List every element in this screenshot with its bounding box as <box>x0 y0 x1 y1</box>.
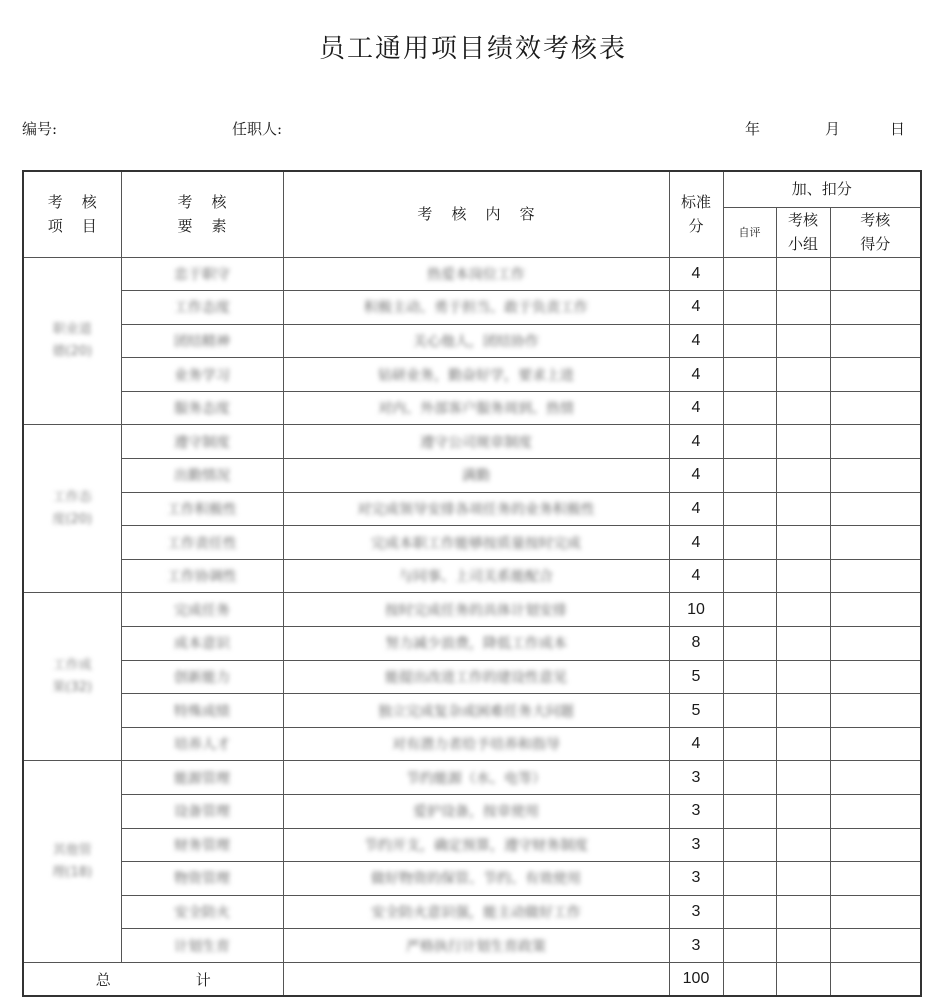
total-team-eval-cell[interactable] <box>776 962 830 996</box>
element-cell: 工作责任性 <box>121 526 283 560</box>
team-eval-cell[interactable] <box>776 459 830 493</box>
self-eval-cell[interactable] <box>723 291 776 325</box>
final-score-cell[interactable] <box>830 828 921 862</box>
content-cell: 完成本职工作能够按质量按时完成 <box>283 526 669 560</box>
table-row <box>23 694 921 728</box>
element-cell: 服务态度 <box>121 391 283 425</box>
final-score-cell[interactable] <box>830 459 921 493</box>
table-row <box>23 324 921 358</box>
standard-score-cell: 3 <box>669 895 723 929</box>
standard-score-cell: 3 <box>669 761 723 795</box>
element-cell: 业务学习 <box>121 358 283 392</box>
team-eval-cell[interactable] <box>776 929 830 963</box>
element-cell: 完成任务 <box>121 593 283 627</box>
team-eval-cell[interactable] <box>776 862 830 896</box>
group-label: 其他管理(18) <box>52 842 93 880</box>
content-cell: 对完成领导安排各项任务的业务积极性 <box>283 492 669 526</box>
content-cell: 能提出改进工作的建设性意见 <box>283 660 669 694</box>
element-cell: 计划生育 <box>121 929 283 963</box>
standard-score-cell: 4 <box>669 459 723 493</box>
element-cell: 工作态度 <box>121 291 283 325</box>
team-eval-cell[interactable] <box>776 391 830 425</box>
group-label: 工作成果(32) <box>52 657 93 695</box>
content-cell: 对内、外部客户服务周到、热情 <box>283 391 669 425</box>
table-row <box>23 895 921 929</box>
standard-score-cell: 4 <box>669 324 723 358</box>
element-cell: 特殊成绩 <box>121 694 283 728</box>
self-eval-cell[interactable] <box>723 425 776 459</box>
team-eval-cell[interactable] <box>776 727 830 761</box>
content-cell: 爱护设备，按章使用 <box>283 795 669 829</box>
final-score-cell[interactable] <box>830 559 921 593</box>
team-eval-cell[interactable] <box>776 627 830 661</box>
standard-score-cell: 3 <box>669 828 723 862</box>
table-row <box>23 257 921 291</box>
self-eval-cell[interactable] <box>723 828 776 862</box>
standard-score-cell: 10 <box>669 593 723 627</box>
final-score-cell[interactable] <box>830 761 921 795</box>
final-score-cell[interactable] <box>830 526 921 560</box>
element-cell: 遵守制度 <box>121 425 283 459</box>
final-score-cell[interactable] <box>830 795 921 829</box>
header-team <box>776 207 830 257</box>
team-eval-cell[interactable] <box>776 828 830 862</box>
standard-score-cell: 4 <box>669 559 723 593</box>
standard-score-cell: 4 <box>669 425 723 459</box>
team-eval-cell[interactable] <box>776 559 830 593</box>
header-project-bottom: 项 目 <box>47 217 97 236</box>
final-score-cell[interactable] <box>830 929 921 963</box>
group-label-cell <box>23 761 121 963</box>
self-eval-cell[interactable] <box>723 795 776 829</box>
team-eval-cell[interactable] <box>776 291 830 325</box>
content-cell: 与同事、上司关系能配合 <box>283 559 669 593</box>
total-self-eval-cell[interactable] <box>723 962 776 996</box>
element-cell: 工作协调性 <box>121 559 283 593</box>
team-eval-cell[interactable] <box>776 257 830 291</box>
table-row <box>23 391 921 425</box>
content-cell: 对有潜力者给予培养和指导 <box>283 727 669 761</box>
table-row <box>23 492 921 526</box>
element-cell: 成本意识 <box>121 627 283 661</box>
content-cell: 严格执行计划生育政策 <box>283 929 669 963</box>
header-final <box>830 207 921 257</box>
standard-score-cell: 4 <box>669 727 723 761</box>
standard-score-cell: 4 <box>669 291 723 325</box>
self-eval-cell[interactable] <box>723 761 776 795</box>
element-cell: 创新能力 <box>121 660 283 694</box>
content-cell: 关心他人，团结协作 <box>283 324 669 358</box>
total-final-score-cell[interactable] <box>830 962 921 996</box>
final-score-cell[interactable] <box>830 358 921 392</box>
content-cell: 钻研业务，勤奋好学，要求上进 <box>283 358 669 392</box>
total-content-cell <box>283 962 669 996</box>
header-standard-top: 标准 <box>680 193 711 212</box>
table-row <box>23 593 921 627</box>
table-row <box>23 727 921 761</box>
table-row <box>23 929 921 963</box>
year-label: 年 <box>745 120 761 138</box>
self-eval-cell[interactable] <box>723 324 776 358</box>
content-cell: 节约开支，确定预算，遵守财务制度 <box>283 828 669 862</box>
header-final-bottom: 得分 <box>860 235 891 253</box>
header-element-top: 考 核 <box>177 193 227 212</box>
final-score-cell[interactable] <box>830 257 921 291</box>
header-project-top: 考 核 <box>47 193 97 212</box>
standard-score-cell: 3 <box>669 862 723 896</box>
header-final-top: 考核 <box>860 211 891 229</box>
content-cell: 满勤 <box>283 459 669 493</box>
element-cell: 培养人才 <box>121 727 283 761</box>
table-row <box>23 795 921 829</box>
team-eval-cell[interactable] <box>776 895 830 929</box>
element-cell: 工作积极性 <box>121 492 283 526</box>
table-row <box>23 291 921 325</box>
self-eval-cell[interactable] <box>723 862 776 896</box>
standard-score-cell: 3 <box>669 795 723 829</box>
element-cell: 设备管理 <box>121 795 283 829</box>
total-score-cell: 100 <box>669 962 723 996</box>
header-element <box>121 171 283 257</box>
content-cell: 安全防火意识强，能主动做好工作 <box>283 895 669 929</box>
final-score-cell[interactable] <box>830 492 921 526</box>
table-row <box>23 526 921 560</box>
team-eval-cell[interactable] <box>776 761 830 795</box>
header-element-bottom: 要 素 <box>177 217 227 236</box>
table-row <box>23 559 921 593</box>
element-cell: 财务管理 <box>121 828 283 862</box>
standard-score-cell: 4 <box>669 391 723 425</box>
standard-score-cell: 4 <box>669 526 723 560</box>
final-score-cell[interactable] <box>830 895 921 929</box>
team-eval-cell[interactable] <box>776 593 830 627</box>
self-eval-cell[interactable] <box>723 895 776 929</box>
standard-score-cell: 5 <box>669 694 723 728</box>
group-label-cell <box>23 425 121 593</box>
standard-score-cell: 4 <box>669 492 723 526</box>
self-eval-cell[interactable] <box>723 559 776 593</box>
header-team-top: 考核 <box>787 211 818 229</box>
header-standard-bottom: 分 <box>688 217 704 236</box>
element-cell: 能源管理 <box>121 761 283 795</box>
total-label-right: 计 <box>195 970 211 989</box>
final-score-cell[interactable] <box>830 660 921 694</box>
final-score-cell[interactable] <box>830 425 921 459</box>
standard-score-cell: 4 <box>669 358 723 392</box>
total-label-left: 总 <box>95 970 111 989</box>
day-label: 日 <box>890 120 906 138</box>
employee-label: 任职人: <box>232 120 283 138</box>
content-cell: 节约能源（水、电等） <box>283 761 669 795</box>
table-row <box>23 828 921 862</box>
final-score-cell[interactable] <box>830 324 921 358</box>
table-row <box>23 425 921 459</box>
header-self-eval: 自评 <box>723 207 776 257</box>
self-eval-cell[interactable] <box>723 694 776 728</box>
final-score-cell[interactable] <box>830 593 921 627</box>
header-project <box>23 171 121 257</box>
header-content: 考 核 内 容 <box>283 171 669 257</box>
self-eval-cell[interactable] <box>723 358 776 392</box>
content-cell: 遵守公司规章制度 <box>283 425 669 459</box>
group-label: 工作态度(20) <box>52 489 93 527</box>
content-cell: 积极主动、勇于担当、敢于负责工作 <box>283 291 669 325</box>
final-score-cell[interactable] <box>830 727 921 761</box>
content-cell: 热爱本岗位工作 <box>283 257 669 291</box>
element-cell: 出勤情况 <box>121 459 283 493</box>
table-row <box>23 862 921 896</box>
self-eval-cell[interactable] <box>723 593 776 627</box>
final-score-cell[interactable] <box>830 627 921 661</box>
final-score-cell[interactable] <box>830 694 921 728</box>
standard-score-cell: 3 <box>669 929 723 963</box>
table-row <box>23 459 921 493</box>
header-adjust-group: 加、扣分 <box>723 171 921 207</box>
group-label-cell <box>23 257 121 425</box>
group-label-cell <box>23 593 121 761</box>
content-cell: 努力减少浪费，降低工作成本 <box>283 627 669 661</box>
standard-score-cell: 5 <box>669 660 723 694</box>
self-eval-cell[interactable] <box>723 459 776 493</box>
team-eval-cell[interactable] <box>776 492 830 526</box>
total-label-cell <box>23 962 283 996</box>
standard-score-cell: 4 <box>669 257 723 291</box>
number-label: 编号: <box>22 120 58 138</box>
self-eval-cell[interactable] <box>723 727 776 761</box>
element-cell: 安全防火 <box>121 895 283 929</box>
final-score-cell[interactable] <box>830 291 921 325</box>
header-team-bottom: 小组 <box>787 235 818 253</box>
self-eval-cell[interactable] <box>723 627 776 661</box>
self-eval-cell[interactable] <box>723 660 776 694</box>
team-eval-cell[interactable] <box>776 358 830 392</box>
team-eval-cell[interactable] <box>776 526 830 560</box>
content-cell: 按时完成任务的具体计划安排 <box>283 593 669 627</box>
table-row <box>23 761 921 795</box>
self-eval-cell[interactable] <box>723 492 776 526</box>
self-eval-cell[interactable] <box>723 257 776 291</box>
content-cell: 独立完成复杂或困难任务大问题 <box>283 694 669 728</box>
table-row <box>23 660 921 694</box>
page-title: 员工通用项目绩效考核表 <box>318 34 627 64</box>
team-eval-cell[interactable] <box>776 694 830 728</box>
table-row <box>23 358 921 392</box>
standard-score-cell: 8 <box>669 627 723 661</box>
total-row <box>23 962 921 996</box>
team-eval-cell[interactable] <box>776 425 830 459</box>
element-cell: 团结精神 <box>121 324 283 358</box>
self-eval-cell[interactable] <box>723 391 776 425</box>
group-label: 职业道德(20) <box>52 321 93 359</box>
team-eval-cell[interactable] <box>776 795 830 829</box>
self-eval-cell[interactable] <box>723 526 776 560</box>
element-cell: 物资管理 <box>121 862 283 896</box>
table-row <box>23 627 921 661</box>
header-standard <box>669 171 723 257</box>
final-score-cell[interactable] <box>830 862 921 896</box>
team-eval-cell[interactable] <box>776 324 830 358</box>
element-cell: 忠于职守 <box>121 257 283 291</box>
month-label: 月 <box>825 120 841 138</box>
evaluation-table <box>22 170 922 997</box>
self-eval-cell[interactable] <box>723 929 776 963</box>
final-score-cell[interactable] <box>830 391 921 425</box>
team-eval-cell[interactable] <box>776 660 830 694</box>
content-cell: 做好物资的保管、节约、有效使用 <box>283 862 669 896</box>
